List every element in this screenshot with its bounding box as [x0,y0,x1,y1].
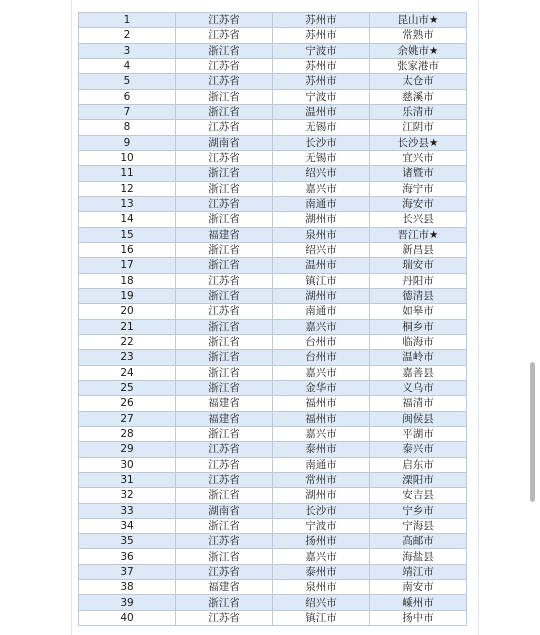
rank-cell: 25 [79,380,176,395]
province-cell: 福建省 [176,227,273,242]
province-cell: 福建省 [176,396,273,411]
rank-cell: 29 [79,442,176,457]
table-row [79,227,467,242]
table-row [79,534,467,549]
city-cell: 苏州市 [273,28,370,43]
table-row [79,518,467,533]
rank-cell: 17 [79,258,176,273]
table-row [79,304,467,319]
county-cell: 安吉县 [370,488,467,503]
province-cell: 浙江省 [176,549,273,564]
county-cell: 海安市 [370,196,467,211]
city-cell: 泉州市 [273,580,370,595]
left-page-edge [71,0,72,635]
province-cell: 浙江省 [176,258,273,273]
rank-cell: 24 [79,365,176,380]
city-cell: 温州市 [273,258,370,273]
county-cell: 丹阳市 [370,273,467,288]
county-cell: 海盐县 [370,549,467,564]
rank-cell: 19 [79,288,176,303]
table-row [79,43,467,58]
province-cell: 江苏省 [176,610,273,625]
county-cell: 闽侯县 [370,411,467,426]
county-cell: 福清市 [370,396,467,411]
county-cell: 宜兴市 [370,150,467,165]
city-cell: 扬州市 [273,534,370,549]
table-row [79,28,467,43]
province-cell: 浙江省 [176,350,273,365]
city-cell: 台州市 [273,350,370,365]
city-cell: 南通市 [273,196,370,211]
table-row [79,150,467,165]
table-row [79,196,467,211]
county-cell: 常熟市 [370,28,467,43]
rank-cell: 39 [79,595,176,610]
table-row [79,258,467,273]
province-cell: 浙江省 [176,518,273,533]
table-row [79,472,467,487]
province-cell: 湖南省 [176,503,273,518]
city-cell: 嘉兴市 [273,549,370,564]
province-cell: 江苏省 [176,150,273,165]
rank-cell: 3 [79,43,176,58]
rank-cell: 34 [79,518,176,533]
province-cell: 江苏省 [176,564,273,579]
table-row [79,442,467,457]
rank-cell: 38 [79,580,176,595]
county-cell: 平湖市 [370,426,467,441]
rank-cell: 20 [79,304,176,319]
table-row [79,135,467,150]
rank-cell: 2 [79,28,176,43]
city-cell: 湖州市 [273,488,370,503]
table-row [79,319,467,334]
province-cell: 浙江省 [176,380,273,395]
table-row [79,212,467,227]
ranking-table-body [79,13,467,626]
city-cell: 泰州市 [273,442,370,457]
province-cell: 浙江省 [176,288,273,303]
county-cell: 德清县 [370,288,467,303]
county-cell: 温岭市 [370,350,467,365]
rank-cell: 6 [79,89,176,104]
table-row [79,273,467,288]
rank-cell: 21 [79,319,176,334]
city-cell: 绍兴市 [273,595,370,610]
table-row [79,610,467,625]
city-cell: 绍兴市 [273,166,370,181]
city-cell: 湖州市 [273,212,370,227]
table-row [79,104,467,119]
province-cell: 浙江省 [176,181,273,196]
county-cell: 昆山市★ [370,13,467,28]
province-cell: 江苏省 [176,28,273,43]
county-cell: 乐清市 [370,104,467,119]
table-row [79,580,467,595]
city-cell: 嘉兴市 [273,365,370,380]
rank-cell: 16 [79,242,176,257]
province-cell: 福建省 [176,580,273,595]
city-cell: 镇江市 [273,273,370,288]
rank-cell: 35 [79,534,176,549]
rank-cell: 36 [79,549,176,564]
city-cell: 绍兴市 [273,242,370,257]
province-cell: 浙江省 [176,89,273,104]
city-cell: 宁波市 [273,43,370,58]
table-row [79,288,467,303]
rank-cell: 32 [79,488,176,503]
table-row [79,396,467,411]
county-cell: 太仓市 [370,74,467,89]
city-cell: 温州市 [273,104,370,119]
city-cell: 金华市 [273,380,370,395]
province-cell: 江苏省 [176,120,273,135]
rank-cell: 40 [79,610,176,625]
province-cell: 浙江省 [176,242,273,257]
county-cell: 江阴市 [370,120,467,135]
rank-cell: 31 [79,472,176,487]
county-cell: 晋江市★ [370,227,467,242]
county-cell: 义乌市 [370,380,467,395]
county-cell: 海宁市 [370,181,467,196]
province-cell: 浙江省 [176,334,273,349]
table-row [79,166,467,181]
county-cell: 长兴县 [370,212,467,227]
province-cell: 江苏省 [176,196,273,211]
city-cell: 南通市 [273,304,370,319]
right-page-edge [478,0,479,635]
rank-cell: 33 [79,503,176,518]
county-cell: 靖江市 [370,564,467,579]
county-cell: 嘉善县 [370,365,467,380]
city-cell: 泉州市 [273,227,370,242]
table-row [79,58,467,73]
city-cell: 镇江市 [273,610,370,625]
county-cell: 长沙县★ [370,135,467,150]
city-cell: 宁波市 [273,89,370,104]
rank-cell: 28 [79,426,176,441]
province-cell: 江苏省 [176,58,273,73]
city-cell: 南通市 [273,457,370,472]
table-row [79,488,467,503]
rank-cell: 11 [79,166,176,181]
province-cell: 江苏省 [176,273,273,288]
table-row [79,457,467,472]
table-row [79,13,467,28]
city-cell: 嘉兴市 [273,181,370,196]
province-cell: 江苏省 [176,74,273,89]
rank-cell: 5 [79,74,176,89]
county-cell: 高邮市 [370,534,467,549]
rank-cell: 15 [79,227,176,242]
county-cell: 溧阳市 [370,472,467,487]
province-cell: 江苏省 [176,472,273,487]
ranking-table [78,12,467,626]
city-cell: 无锡市 [273,120,370,135]
rank-cell: 14 [79,212,176,227]
rank-cell: 9 [79,135,176,150]
table-row [79,350,467,365]
rank-cell: 4 [79,58,176,73]
rank-cell: 30 [79,457,176,472]
table-row [79,242,467,257]
province-cell: 福建省 [176,411,273,426]
county-cell: 临海市 [370,334,467,349]
table-row [79,74,467,89]
province-cell: 江苏省 [176,442,273,457]
rank-cell: 13 [79,196,176,211]
province-cell: 浙江省 [176,426,273,441]
city-cell: 无锡市 [273,150,370,165]
city-cell: 长沙市 [273,135,370,150]
province-cell: 江苏省 [176,457,273,472]
rank-cell: 7 [79,104,176,119]
rank-cell: 27 [79,411,176,426]
county-cell: 张家港市 [370,58,467,73]
county-cell: 慈溪市 [370,89,467,104]
city-cell: 泰州市 [273,564,370,579]
county-cell: 桐乡市 [370,319,467,334]
county-cell: 余姚市★ [370,43,467,58]
table-row [79,120,467,135]
province-cell: 浙江省 [176,319,273,334]
rank-cell: 10 [79,150,176,165]
table-row [79,181,467,196]
rank-cell: 1 [79,13,176,28]
table-row [79,334,467,349]
county-cell: 新昌县 [370,242,467,257]
province-cell: 浙江省 [176,43,273,58]
table-row [79,89,467,104]
county-cell: 扬中市 [370,610,467,625]
scrollbar-thumb[interactable] [530,362,535,502]
province-cell: 浙江省 [176,166,273,181]
table-row [79,564,467,579]
city-cell: 福州市 [273,411,370,426]
province-cell: 浙江省 [176,104,273,119]
county-cell: 南安市 [370,580,467,595]
province-cell: 浙江省 [176,488,273,503]
county-cell: 启东市 [370,457,467,472]
table-row [79,426,467,441]
rank-cell: 23 [79,350,176,365]
city-cell: 苏州市 [273,74,370,89]
province-cell: 浙江省 [176,365,273,380]
rank-cell: 22 [79,334,176,349]
county-cell: 嵊州市 [370,595,467,610]
rank-cell: 26 [79,396,176,411]
rank-cell: 37 [79,564,176,579]
table-row [79,380,467,395]
city-cell: 常州市 [273,472,370,487]
province-cell: 江苏省 [176,13,273,28]
city-cell: 长沙市 [273,503,370,518]
rank-cell: 8 [79,120,176,135]
county-cell: 诸暨市 [370,166,467,181]
rank-cell: 18 [79,273,176,288]
province-cell: 浙江省 [176,595,273,610]
city-cell: 苏州市 [273,58,370,73]
province-cell: 江苏省 [176,304,273,319]
county-cell: 宁乡市 [370,503,467,518]
county-cell: 宁海县 [370,518,467,533]
province-cell: 江苏省 [176,534,273,549]
rank-cell: 12 [79,181,176,196]
city-cell: 台州市 [273,334,370,349]
city-cell: 宁波市 [273,518,370,533]
city-cell: 嘉兴市 [273,319,370,334]
city-cell: 嘉兴市 [273,426,370,441]
county-cell: 如皋市 [370,304,467,319]
city-cell: 湖州市 [273,288,370,303]
city-cell: 苏州市 [273,13,370,28]
table-row [79,411,467,426]
province-cell: 浙江省 [176,212,273,227]
province-cell: 湖南省 [176,135,273,150]
city-cell: 福州市 [273,396,370,411]
table-row [79,595,467,610]
county-cell: 泰兴市 [370,442,467,457]
table-row [79,503,467,518]
table-row [79,365,467,380]
county-cell: 瑞安市 [370,258,467,273]
table-row [79,549,467,564]
